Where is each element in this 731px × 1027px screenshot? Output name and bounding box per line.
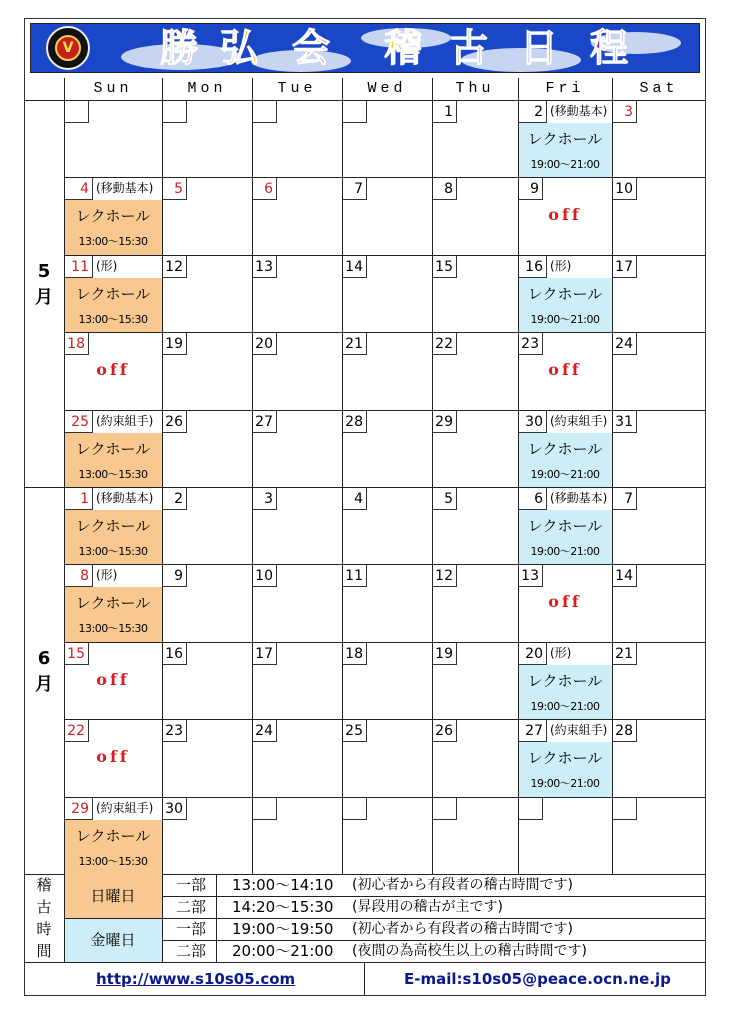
friday-label: 金曜日 [90, 931, 136, 949]
month-kanji: 月 [35, 286, 53, 308]
day-number: 13 [519, 565, 543, 587]
title-char: 勝 [160, 25, 199, 70]
grid-line [24, 487, 706, 488]
day-number: 18 [343, 643, 367, 665]
day-number: 6 [519, 488, 547, 510]
day-number: 12 [433, 565, 457, 587]
practice-location: レクホール [527, 749, 603, 768]
day-number: 21 [613, 643, 637, 665]
day-number: 28 [343, 411, 367, 433]
day-number [613, 798, 637, 820]
practice-location: レクホール [527, 671, 603, 690]
logo-mark: V [55, 35, 81, 61]
schedule-side-label: 稽 [36, 876, 52, 894]
practice-topic: (移動基本) [550, 491, 608, 505]
grid-line [342, 78, 343, 874]
schedule-time: 14:20〜15:30 [232, 898, 334, 916]
day-number: 26 [433, 720, 457, 742]
practice-topic: (約束組手) [550, 723, 608, 738]
practice-time: 13:00〜15:30 [78, 622, 148, 636]
schedule-time: 13:00〜14:10 [232, 876, 334, 894]
day-number: 1 [433, 101, 457, 123]
month-label [24, 259, 64, 311]
schedule-side-label: 古 [36, 898, 52, 916]
grid-line [518, 78, 519, 874]
schedule-line [216, 874, 217, 962]
day-number: 27 [519, 720, 547, 742]
day-number: 20 [253, 333, 277, 355]
day-number: 9 [519, 178, 543, 200]
schedule-part: 一部 [175, 920, 206, 938]
practice-location: レクホール [75, 439, 151, 458]
day-number: 15 [433, 256, 457, 278]
day-number: 11 [65, 256, 93, 278]
day-number: 1 [65, 488, 93, 510]
day-number: 25 [65, 411, 93, 433]
day-number: 31 [613, 411, 637, 433]
schedule-time: 19:00〜19:50 [232, 920, 334, 938]
grid-line [252, 78, 253, 874]
month-kanji: 月 [35, 673, 53, 695]
weekday-header: Wed [367, 80, 407, 97]
day-number: 7 [343, 178, 367, 200]
schedule-line [162, 896, 706, 897]
day-off-label: off [548, 360, 582, 380]
day-number [433, 798, 457, 820]
schedule-note: (初心者から有段者の稽古時間です) [352, 877, 573, 893]
title-char: 会 [292, 25, 331, 70]
day-off-label: off [96, 747, 130, 767]
day-number [343, 101, 367, 123]
practice-time: 19:00〜21:00 [530, 777, 600, 791]
day-number: 10 [613, 178, 637, 200]
practice-location: レクホール [75, 826, 151, 845]
grid-line [64, 719, 706, 720]
day-number: 24 [253, 720, 277, 742]
title-char: 程 [590, 25, 629, 70]
day-number: 23 [519, 333, 543, 355]
practice-location: レクホール [527, 130, 603, 148]
schedule-side-label: 間 [36, 942, 52, 960]
day-number: 17 [613, 256, 637, 278]
day-number: 27 [253, 411, 277, 433]
day-number: 2 [519, 101, 547, 123]
grid-line [64, 564, 706, 565]
schedule-line [162, 940, 706, 941]
day-number [519, 798, 543, 820]
day-number: 28 [613, 720, 637, 742]
practice-time: 19:00〜21:00 [530, 158, 600, 171]
practice-topic: (移動基本) [550, 104, 608, 118]
grid-line [432, 78, 433, 874]
month-number: 6 [37, 647, 51, 669]
grid-line [64, 797, 706, 798]
day-number: 13 [253, 256, 277, 278]
schedule-part: 二部 [175, 942, 206, 960]
day-number [343, 798, 367, 820]
day-number: 22 [65, 720, 89, 742]
day-number [253, 798, 277, 820]
practice-time: 19:00〜21:00 [530, 545, 600, 558]
grid-line [612, 78, 613, 874]
practice-time: 13:00〜15:30 [78, 235, 148, 249]
practice-location: レクホール [75, 207, 151, 226]
day-number: 29 [65, 798, 93, 820]
day-number: 24 [613, 333, 637, 355]
schedule-time: 20:00〜21:00 [232, 942, 334, 960]
schedule-note: (夜間の為高校生以上の稽古時間です) [352, 943, 587, 959]
day-number: 29 [433, 411, 457, 433]
grid-line [64, 332, 706, 333]
month-label [24, 646, 64, 698]
title-char: 古 [450, 25, 489, 70]
schedule-line [64, 874, 65, 962]
schedule-line [24, 962, 706, 963]
practice-time: 19:00〜21:00 [530, 467, 600, 481]
grid-line [64, 78, 65, 874]
practice-topic: (形) [550, 258, 572, 273]
schedule-side-label: 時 [36, 920, 52, 938]
day-off-label: off [96, 360, 130, 380]
practice-topic: (移動基本) [96, 181, 154, 196]
club-logo [46, 26, 90, 70]
day-number: 18 [65, 333, 89, 355]
title-char: 弘 [220, 25, 259, 70]
schedule-note: (初心者から有段者の稽古時間です) [352, 921, 573, 937]
day-number: 30 [163, 798, 187, 820]
grid-line [162, 78, 163, 874]
practice-time: 13:00〜15:30 [78, 545, 148, 558]
day-off-label: off [96, 669, 130, 689]
weekday-header: Thu [455, 80, 495, 97]
schedule-line [162, 874, 163, 962]
day-number: 17 [253, 643, 277, 665]
day-number: 20 [519, 643, 547, 665]
weekday-header: Mon [187, 80, 227, 97]
title-char: 日 [520, 25, 559, 70]
day-number: 8 [65, 565, 93, 587]
day-number: 4 [65, 178, 93, 200]
day-number: 6 [253, 178, 277, 200]
day-number: 23 [163, 720, 187, 742]
day-number: 15 [65, 643, 89, 665]
weekday-header: Sun [93, 80, 133, 97]
practice-topic: (形) [96, 258, 118, 273]
day-number: 19 [433, 643, 457, 665]
practice-topic: (約束組手) [96, 800, 154, 815]
practice-time: 13:00〜15:30 [78, 854, 148, 868]
schedule-line [364, 962, 365, 996]
day-number: 14 [343, 256, 367, 278]
day-number: 3 [613, 101, 637, 123]
month-number: 5 [37, 260, 51, 282]
day-number [253, 101, 277, 123]
day-off-label: off [548, 592, 582, 612]
day-number: 26 [163, 411, 187, 433]
grid-line [64, 255, 706, 256]
grid-line [64, 642, 706, 643]
day-number: 19 [163, 333, 187, 355]
practice-location: レクホール [75, 284, 151, 303]
day-number: 16 [519, 256, 547, 278]
day-number: 3 [253, 488, 277, 510]
schedule-note: (昇段用の稽古が主です) [352, 899, 503, 915]
practice-time: 13:00〜15:30 [78, 467, 148, 481]
practice-topic: (約束組手) [550, 413, 608, 428]
day-number: 9 [163, 565, 187, 587]
day-number: 22 [433, 333, 457, 355]
weekday-header: Tue [277, 80, 317, 97]
schedule-line [64, 918, 706, 919]
day-number: 2 [163, 488, 187, 510]
day-number [65, 101, 89, 123]
schedule-part: 一部 [175, 876, 206, 894]
practice-location: レクホール [527, 284, 603, 303]
practice-topic: (形) [550, 645, 572, 660]
day-number: 25 [343, 720, 367, 742]
day-number: 8 [433, 178, 457, 200]
weekday-header: Fri [545, 80, 585, 97]
practice-time: 13:00〜15:30 [78, 312, 148, 326]
practice-time: 19:00〜21:00 [530, 699, 600, 713]
practice-location: レクホール [75, 594, 151, 613]
practice-time: 19:00〜21:00 [530, 312, 600, 326]
email-address[interactable]: E-mail:s10s05@peace.ocn.ne.jp [404, 970, 671, 988]
title-char: 稽 [384, 25, 423, 70]
day-number: 12 [163, 256, 187, 278]
day-number: 4 [343, 488, 367, 510]
practice-location: レクホール [527, 517, 603, 535]
grid-line [64, 410, 706, 411]
day-number: 10 [253, 565, 277, 587]
day-number: 7 [613, 488, 637, 510]
day-number: 14 [613, 565, 637, 587]
grid-line [64, 177, 706, 178]
day-number: 30 [519, 411, 547, 433]
day-number: 5 [163, 178, 187, 200]
practice-topic: (約束組手) [96, 413, 154, 428]
weekday-header: Sat [639, 80, 679, 97]
day-off-label: off [548, 205, 582, 225]
practice-location: レクホール [527, 439, 603, 458]
day-number [163, 101, 187, 123]
day-number: 5 [433, 488, 457, 510]
day-number: 21 [343, 333, 367, 355]
day-number: 16 [163, 643, 187, 665]
schedule-part: 二部 [175, 898, 206, 916]
website-link[interactable]: http://www.s10s05.com [96, 970, 296, 988]
sunday-label: 日曜日 [90, 887, 136, 905]
practice-location: レクホール [75, 517, 151, 535]
practice-topic: (形) [96, 568, 118, 583]
grid-line [24, 100, 706, 101]
day-number: 11 [343, 565, 367, 587]
practice-topic: (移動基本) [96, 491, 154, 505]
